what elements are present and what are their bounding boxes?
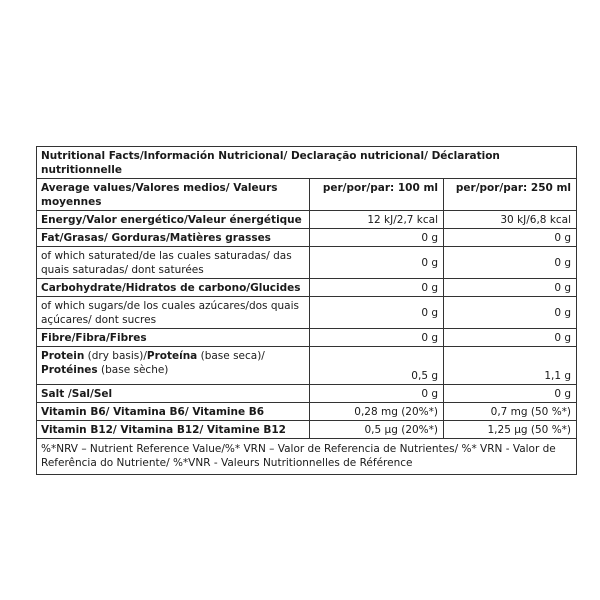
- row-label: Fat/Grasas/ Gorduras/Matières grasses: [37, 229, 310, 247]
- row-label: Fibre/Fibra/Fibres: [37, 329, 310, 347]
- protein-qualifier-es: (base seca)/: [197, 350, 265, 362]
- value-per-100ml: 0 g: [310, 297, 444, 329]
- table-title: Nutritional Facts/Información Nutricional/ Declaração nutricional/ Déclaration nutritionnelle: [37, 147, 577, 179]
- header-per-100ml: per/por/par: 100 ml: [310, 179, 444, 211]
- value-per-250ml: 0 g: [444, 229, 577, 247]
- value-per-250ml: 30 kJ/6,8 kcal: [444, 211, 577, 229]
- protein-qualifier-fr: (base sèche): [97, 364, 169, 376]
- row-label: Carbohydrate/Hidratos de carbono/Glucides: [37, 279, 310, 297]
- row-label: Salt /Sal/Sel: [37, 385, 310, 403]
- protein-label-en: Protein: [41, 350, 85, 362]
- row-label: Energy/Valor energético/Valeur énergétique: [37, 211, 310, 229]
- header-average-values: Average values/Valores medios/ Valeurs moyennes: [37, 179, 310, 211]
- table-row-protein: [37, 347, 577, 385]
- value-per-100ml: 0 g: [310, 329, 444, 347]
- value-per-250ml: 0 g: [444, 297, 577, 329]
- value-per-100ml: 0 g: [310, 229, 444, 247]
- table-row-fat: [37, 229, 577, 247]
- value-per-250ml: 1,1 g: [444, 347, 577, 385]
- table-row-salt: [37, 385, 577, 403]
- table-row-carbohydrate: [37, 279, 577, 297]
- table-row-saturated: [37, 247, 577, 279]
- value-per-100ml: 0 g: [310, 385, 444, 403]
- protein-label-fr: Protéines: [41, 364, 98, 376]
- value-per-100ml: 0 g: [310, 279, 444, 297]
- table-row-vitamin-b6: [37, 403, 577, 421]
- value-per-100ml: 0,5 g: [310, 347, 444, 385]
- row-label: of which saturated/de las cuales saturadas/ das quais saturadas/ dont saturées: [37, 247, 310, 279]
- value-per-250ml: 0 g: [444, 279, 577, 297]
- row-label: Vitamin B6/ Vitamina B6/ Vitamine B6: [37, 403, 310, 421]
- header-per-250ml: per/por/par: 250 ml: [444, 179, 577, 211]
- value-per-250ml: 0 g: [444, 329, 577, 347]
- row-label: of which sugars/de los cuales azúcares/dos quais açúcares/ dont sucres: [37, 297, 310, 329]
- value-per-250ml: 0,7 mg (50 %*): [444, 403, 577, 421]
- value-per-250ml: 1,25 µg (50 %*): [444, 421, 577, 439]
- value-per-250ml: 0 g: [444, 385, 577, 403]
- protein-qualifier-en: (dry basis)/: [84, 350, 147, 362]
- table-row-sugars: [37, 297, 577, 329]
- nrv-footnote: %*NRV – Nutrient Reference Value/%* VRN – Valor de Referencia de Nutrientes/ %* VRN - Valor de Referência do Nutriente/ %*VNR - Valeurs Nutritionnelles de Référence: [37, 439, 577, 475]
- table-row-fibre: [37, 329, 577, 347]
- value-per-100ml: 12 kJ/2,7 kcal: [310, 211, 444, 229]
- value-per-100ml: 0 g: [310, 247, 444, 279]
- protein-label-es: Proteína: [146, 350, 198, 362]
- value-per-250ml: 0 g: [444, 247, 577, 279]
- nutrition-facts-table: [36, 146, 577, 475]
- table-row-vitamin-b12: [37, 421, 577, 439]
- table-row-energy: [37, 211, 577, 229]
- row-label: Vitamin B12/ Vitamina B12/ Vitamine B12: [37, 421, 310, 439]
- value-per-100ml: 0,5 µg (20%*): [310, 421, 444, 439]
- row-label: [37, 347, 310, 385]
- value-per-100ml: 0,28 mg (20%*): [310, 403, 444, 421]
